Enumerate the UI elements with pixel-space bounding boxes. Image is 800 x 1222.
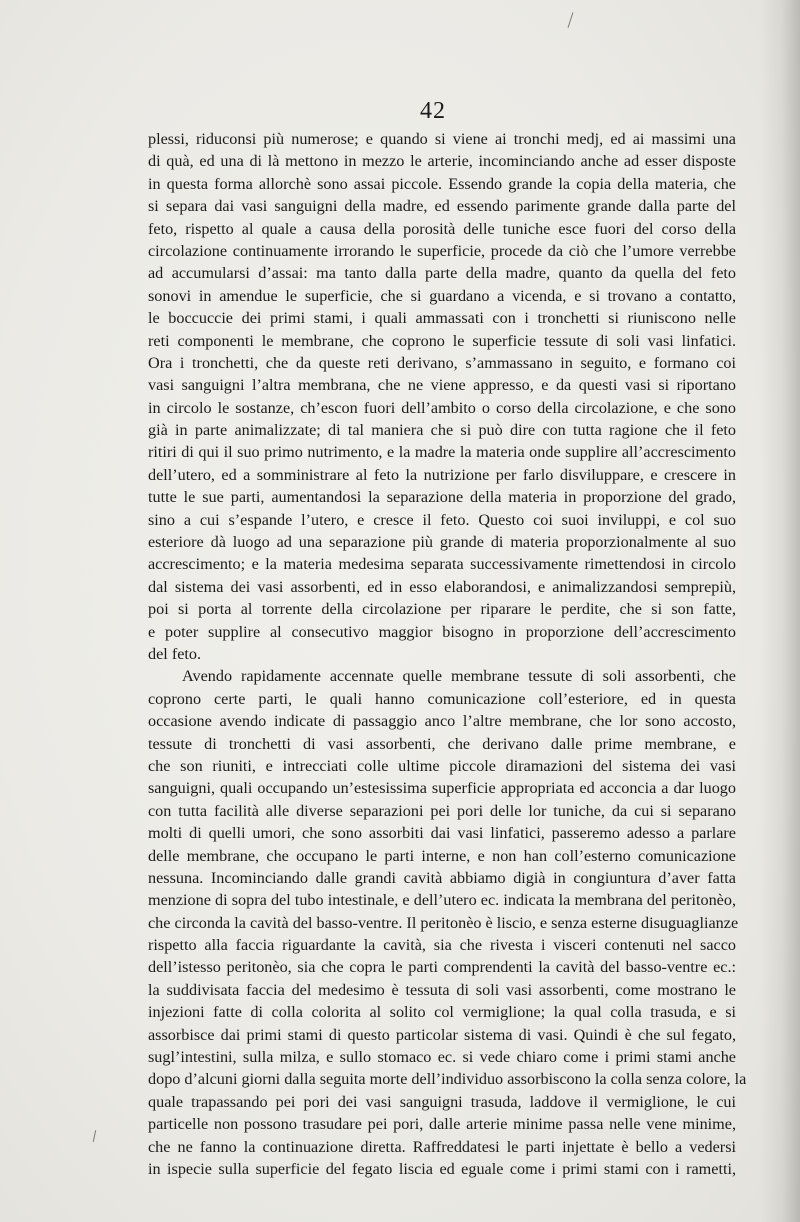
text-line: dopo d’alcuni giorni dalla seguita morte dell’individuo assorbiscono la colla senza colore, la (148, 1070, 747, 1089)
text-line: del feto. (148, 644, 202, 663)
text-line: Ora i tronchetti, che da queste reti derivano, s’ammassano in seguito, e formano coi (148, 353, 736, 372)
text-line: particelle non possono trasudare pei pori, dalle arterie minime passa nelle vene minime, (148, 1115, 736, 1134)
text-line: le boccuccie dei primi stami, i quali ammassati con i tronchetti si riuniscono nelle (148, 309, 736, 328)
text-line: si separa dai vasi sanguigni della madre, ed essendo parimente grande dalla parte del (148, 197, 736, 216)
text-line: tutte le sue parti, aumentandosi la separazione della materia in proporzione del grado, (148, 488, 736, 507)
text-line: e poter supplire al consecutivo maggior bisogno in proporzione dell’accrescimento (148, 622, 736, 641)
text-line: coprono certe parti, le quali hanno comunicazione coll’esteriore, ed in questa (148, 689, 736, 708)
text-line: occasione avendo indicate di passaggio anco l’altre membrane, che lor sono accosto, (148, 712, 736, 731)
text-line: che circonda la cavità del basso-ventre. Il peritonèo è liscio, e senza esterne disuguaglianze (148, 913, 739, 932)
text-line: sanguigni, quali occupando un’estesissima superficie appropriata ed acconcia a dar luogo (148, 779, 736, 798)
text-line: che son riuniti, e intrecciati colle ultime piccole diramazioni del sistema dei vasi (148, 756, 736, 775)
text-line: sino a cui s’espande l’utero, e cresce il feto. Questo coi suoi inviluppi, e col suo (148, 510, 736, 529)
text-line: reti componenti le membrane, che coprono le superficie tessute di soli vasi linfatici. (148, 331, 736, 350)
text-line: dell’istesso peritonèo, sia che copra le parti comprendenti la cavità del basso-ventre ec.: (148, 958, 736, 977)
text-line: quale trapassando pei pori dei vasi sanguigni trasuda, laddove il vermiglione, le cui (148, 1092, 736, 1111)
text-line: Avendo rapidamente accennate quelle membrane tessute di soli assorbenti, che (182, 667, 736, 686)
text-line: molti di quelli umori, che sono assorbiti dai vasi linfatici, passeremo adesso a parlare (148, 824, 736, 843)
text-line: nessuna. Incominciando dalle grandi cavità abbiamo digià in congiuntura d’aver fatta (148, 868, 736, 887)
text-line: injezioni fatte di colla colorita al solito col vermiglione; la qual colla trasuda, e si (148, 1003, 736, 1022)
text-line: poi si porta al torrente della circolazione per riparare le perdite, che si son fatte, (148, 600, 736, 619)
text-line: la suddivisata faccia del medesimo è tessuta di soli vasi assorbenti, come mostrano le (148, 980, 736, 999)
page-edge-shadow (760, 0, 800, 1222)
text-line: circolazione continuamente irrorando le superficie, procede da ciò che l’umore verrebbe (148, 241, 736, 260)
text-line: assorbisce dai primi stami di questo particolar sistema di vasi. Quindi è che sul fegato, (148, 1025, 736, 1044)
text-line: dal sistema dei vasi assorbenti, ed in esso elaborandosi, e animalizzandosi semprepiù, (148, 577, 736, 596)
text-line: vasi sanguigni l’altra membrana, che ne viene appresso, e da questi vasi si riportano (148, 376, 736, 395)
text-line: accrescimento; e la materia medesima separata successivamente rimettendosi in circolo (148, 555, 736, 574)
text-line: che ne fanno la continuazione diretta. Raffreddatesi le parti injettate è bello a vedersi (148, 1137, 736, 1156)
text-line: delle membrane, che occupano le parti interne, e non han coll’esterno comunicazione (148, 846, 736, 865)
text-line: già in parte animalizzate; di tal maniera che si può dire con tutta ragione che il feto (148, 421, 736, 440)
text-line: in ispecie sulla superficie del fegato liscia ed eguale come i primi stami con i rametti, (148, 1159, 736, 1178)
page-number: 42 (420, 98, 446, 124)
text-line: dell’utero, ed a somministrare al feto la nutrizione per farlo disviluppare, e crescere in (148, 465, 736, 484)
text-line: esteriore dà luogo ad una separazione più grande di materia proporzionalmente al suo (148, 533, 736, 552)
text-line: sonovi in amendue le superficie, che si guardano a vicenda, e si trovano a contatto, (148, 286, 736, 305)
body-text (148, 128, 747, 1180)
text-line: tessute di tronchetti di vasi assorbenti, che derivano dalle prime membrane, e (148, 734, 736, 753)
text-line: feto, rispetto al quale a causa della porosità delle tuniche esce fuori del corso della (148, 219, 736, 238)
text-line: in circolo le sostanze, ch’escon fuori dell’ambito o corso della circolazione, e che sono (148, 398, 736, 417)
text-line: menzione di sopra del tubo intestinale, e dell’utero ec. indicata la membrana del peritonèo, (148, 891, 736, 910)
text-line: ad accumularsi d’assai: ma tanto dalla parte della madre, quanto da quella del feto (148, 264, 736, 283)
text-line: plessi, riduconsi più numerose; e quando si viene ai tronchi medj, ed ai massimi una (148, 130, 736, 148)
text-line: ritiri di qui il suo primo nutrimento, e la madre la materia onde supplire all’accrescimento (148, 443, 736, 462)
text-line: in questa forma allorchè sono assai piccole. Essendo grande la copia della materia, che (148, 174, 736, 193)
stray-mark (93, 1130, 96, 1142)
text-line: con tutta facilità alle diverse separazioni pei pori delle lor tuniche, da cui si separano (148, 801, 736, 820)
text-line: sugl’intestini, sulla milza, e sullo stomaco ec. si vede chiaro come i primi stami anche (148, 1048, 736, 1067)
stray-mark (568, 12, 574, 28)
text-line: rispetto alla faccia riguardante la cavità, sia che rivesta i visceri contenuti nel sacco (148, 936, 736, 955)
text-line: di quà, ed una di là mettono in mezzo le arterie, incominciando anche ad esser disposte (148, 152, 736, 171)
